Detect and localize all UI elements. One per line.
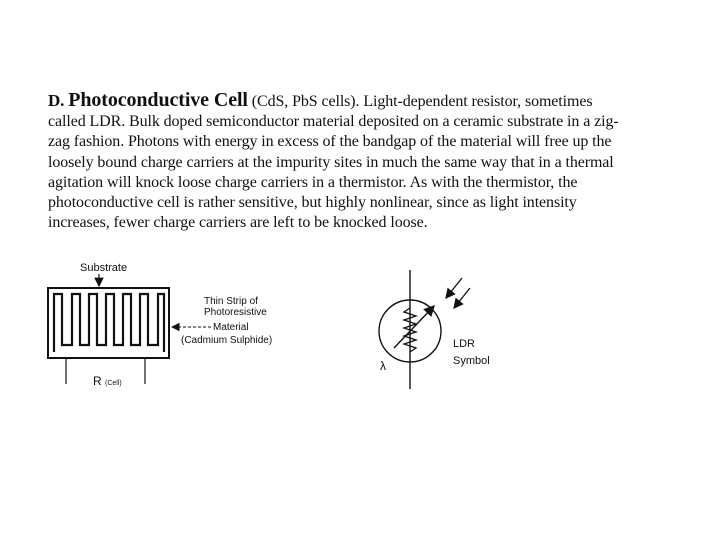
ldr-label: LDR (453, 338, 476, 350)
substrate-label: Substrate (80, 262, 128, 274)
section-letter: D. (48, 91, 65, 110)
paragraph-line-2: called LDR. Bulk doped semiconductor material deposited on a ceramic substrate in a zig- (48, 113, 619, 131)
photoresistive-strip (54, 294, 164, 352)
r-label: R (93, 374, 102, 388)
ldr-symbol-label: Symbol (453, 355, 490, 367)
light-ray-1 (446, 278, 462, 298)
cell-diagram (48, 262, 272, 388)
strip-label-line-4: (Cadmium Sulphide) (181, 335, 273, 346)
ldr-resistor-zigzag (404, 308, 416, 352)
paragraph-line-7: increases, fewer charge carriers are left to be knocked loose. (48, 214, 428, 232)
paragraph-line-1-text: (CdS, PbS cells). Light-dependent resistor, sometimes (247, 93, 593, 110)
light-ray-2 (454, 288, 470, 308)
ldr-symbol (379, 270, 490, 389)
paragraph-line-5: agitation will knock loose charge carriers in a thermistor. As with the thermistor, the (48, 173, 578, 191)
r-sub-label: (Cell) (105, 380, 122, 387)
ldr-variable-arrow (394, 306, 434, 348)
strip-label-line-3: Material (213, 322, 249, 333)
strip-label-line-1: Thin Strip of (204, 296, 258, 307)
paragraph-line-4: loosely bound charge carriers at the impurity sites in much the same way that in a thermal (48, 153, 614, 171)
paragraph-line-6: photoconductive cell is rather sensitive, but highly nonlinear, since as light intensity (48, 194, 577, 212)
substrate-outline (48, 288, 169, 358)
r-cell-label (93, 374, 122, 388)
lambda-label: λ (380, 359, 386, 373)
section-title: Photoconductive Cell (68, 89, 248, 111)
strip-label-line-2: Photoresistive (204, 307, 267, 318)
paragraph-line-3: zag fashion. Photons with energy in excess of the bandgap of the material will free up the (48, 133, 612, 151)
